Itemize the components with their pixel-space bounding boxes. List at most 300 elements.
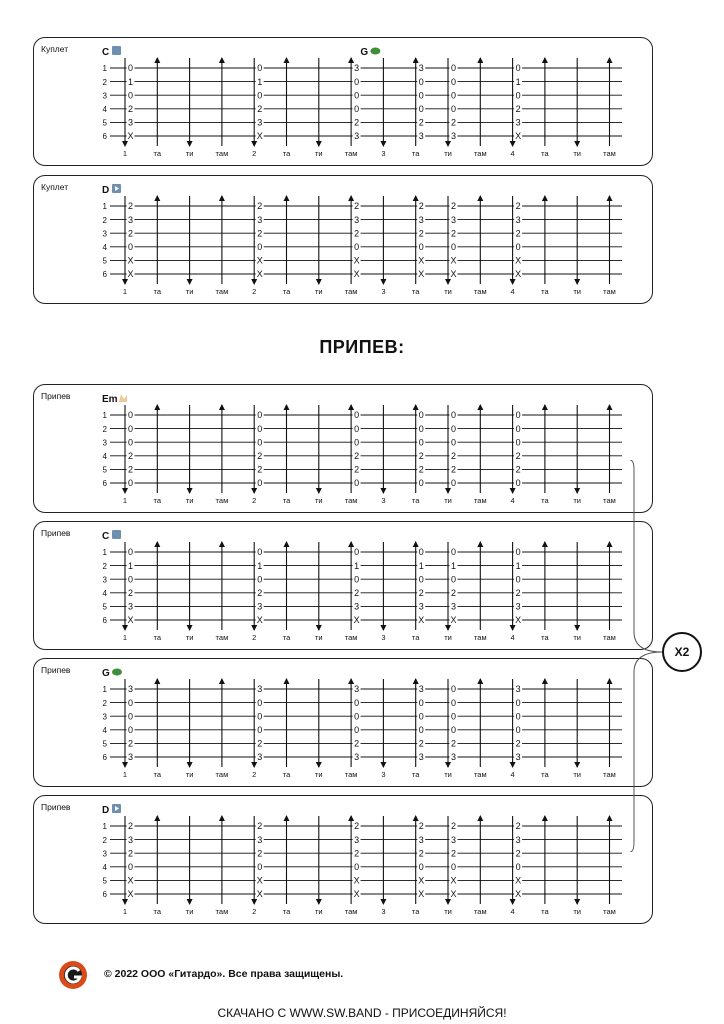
beat-label: ти [573,149,582,158]
fret-number: X [515,269,522,280]
fret-number: 0 [418,410,424,421]
panel-label: Куплет [41,44,69,54]
chord-name: G [360,47,369,58]
fret-number: 2 [515,201,521,212]
fret-number: 0 [515,711,521,722]
string-number: 5 [102,256,107,266]
arrow-down-icon [510,762,516,768]
fret-number: 0 [257,547,263,558]
arrow-up-icon [607,195,613,201]
beat-label: ти [185,496,194,505]
beat-label: там [344,149,358,158]
arrow-down-icon [251,762,257,768]
string-number: 4 [102,243,107,252]
fret-number: X [450,615,457,626]
beat-label: 4 [510,907,515,916]
hand-icon [119,394,127,402]
beat-label: 4 [510,633,515,642]
fret-number: 3 [127,834,134,845]
fret-number: 0 [515,242,521,252]
fret-number: X [256,889,263,900]
fret-number: X [256,615,263,626]
fret-number: 0 [127,711,134,722]
beat-label: ти [444,633,452,642]
fret-number: 0 [515,423,521,434]
fret-number: 3 [418,752,424,763]
fret-number: 0 [450,76,457,87]
fret-number: 2 [418,201,424,212]
download-banner: СКАЧАНО С WWW.SW.BAND - ПРИСОЕДИНЯЙСЯ! [217,1006,507,1020]
arrow-down-icon [574,141,580,147]
fret-number: 2 [450,588,457,598]
fret-number: 0 [450,547,457,558]
beat-label: ти [444,907,452,916]
fret-number: 0 [515,478,521,489]
string-number: 4 [102,105,107,114]
fret-number: X [450,875,457,886]
beat-label: там [473,149,487,158]
arrow-up-icon [477,678,483,684]
fret-number: 2 [257,588,263,598]
arrow-up-icon [413,541,419,547]
fret-number: 2 [127,588,134,598]
arrow-up-icon [348,541,354,547]
fret-number: 3 [515,834,521,845]
string-number: 1 [102,202,107,212]
fret-number: 0 [257,410,263,421]
arrow-down-icon [251,625,257,631]
fret-number: 3 [450,131,457,142]
fret-number: 0 [450,478,457,489]
beat-label: та [153,287,162,296]
beat-label: ти [185,907,194,916]
fret-number: X [256,269,263,280]
arrow-down-icon [122,141,128,147]
fret-number: 0 [354,547,360,558]
arrow-down-icon [187,488,193,494]
beat-label: там [344,907,358,916]
string-number: 2 [102,424,107,434]
arrow-down-icon [316,899,322,905]
string-number: 2 [102,698,107,708]
fret-number: 2 [127,821,134,832]
arrow-up-icon [413,195,419,201]
fret-number: 2 [354,201,360,212]
fret-number: X [127,131,134,142]
fret-number: 0 [127,547,134,558]
arrow-up-icon [348,404,354,410]
fret-number: X [353,875,360,886]
string-number: 2 [102,77,107,87]
fret-number: X [418,615,425,626]
arrow-up-icon [284,541,290,547]
string-number: 3 [102,712,107,722]
string-number: 1 [102,685,107,695]
fret-number: 3 [515,214,521,225]
fret-number: 2 [127,464,134,475]
arrow-up-icon [607,404,613,410]
arrow-down-icon [122,279,128,285]
arrow-down-icon [445,141,451,147]
fret-number: 0 [450,711,457,722]
fret-number: 2 [127,228,134,239]
fret-number: 0 [127,242,134,252]
arrow-up-icon [542,815,548,821]
beat-label: 1 [122,287,128,296]
arrow-up-icon [413,404,419,410]
beat-label: та [411,907,420,916]
fret-number: 2 [450,848,457,859]
fret-number: 2 [418,117,424,128]
arrow-up-icon [154,678,160,684]
fret-number: 0 [450,437,457,448]
arrow-down-icon [316,488,322,494]
beat-label: ти [573,496,582,505]
fret-number: 0 [127,63,134,74]
beat-label: там [344,287,358,296]
section-heading: ПРИПЕВ: [319,337,405,357]
fret-number: 0 [127,574,134,585]
beat-label: та [541,907,549,916]
fret-number: 2 [515,104,521,114]
fret-number: X [127,889,134,900]
fret-number: 0 [257,478,263,489]
fret-number: 2 [450,117,457,128]
fret-number: 0 [257,242,263,252]
fret-number: 3 [354,684,360,695]
arrow-up-icon [219,195,225,201]
string-number: 4 [102,726,107,735]
arrow-down-icon [251,899,257,905]
string-number: 5 [102,876,107,886]
arrow-up-icon [542,195,548,201]
fret-number: 0 [450,63,457,74]
beat-label: ти [185,287,194,296]
fret-number: 2 [450,464,457,475]
beat-label: 4 [510,287,515,296]
fret-number: 2 [450,738,457,749]
fret-number: 0 [354,76,360,87]
fret-number: 1 [418,560,424,571]
fret-number: X [515,889,522,900]
string-number: 6 [102,890,107,900]
beat-label: 2 [252,149,257,158]
fret-number: 2 [418,848,424,859]
string-number: 6 [102,132,107,142]
arrow-up-icon [542,678,548,684]
fret-number: 3 [418,214,424,225]
arrow-down-icon [251,488,257,494]
tab-panel [33,37,653,166]
fret-number: X [353,255,360,266]
beat-label: та [282,287,291,296]
arrow-up-icon [219,678,225,684]
beat-label: ти [185,149,194,158]
arrow-down-icon [510,625,516,631]
beat-label: та [411,287,420,296]
beat-label: там [603,149,616,158]
arrow-down-icon [187,899,193,905]
chord-name: C [102,47,110,58]
beat-label: там [215,907,229,916]
fret-number: 2 [354,117,360,128]
tab-staff [34,38,654,167]
fret-number: X [515,255,522,266]
copyright-text: © 2022 ООО «Гитардо». Все права защищены. [104,968,344,980]
fret-number: 2 [127,451,134,461]
beat-label: 2 [252,907,257,916]
fret-number: 3 [418,601,424,612]
fret-number: 0 [127,725,134,735]
beat-label: та [153,149,162,158]
string-number: 4 [102,863,107,872]
fret-number: 2 [127,201,134,212]
fret-number: 3 [418,684,424,695]
panel-label: Припев [41,391,71,401]
arrow-up-icon [607,678,613,684]
beat-label: 3 [381,770,386,779]
panel-label: Припев [41,802,71,812]
beat-label: та [282,770,291,779]
fret-number: 0 [257,697,263,708]
string-number: 2 [102,215,107,225]
arrow-down-icon [574,279,580,285]
fret-number: 1 [127,76,134,87]
beat-label: 2 [252,770,257,779]
beat-label: там [215,633,229,642]
arrow-down-icon [380,625,386,631]
fret-number: 2 [450,821,457,832]
fret-number: 0 [257,90,263,101]
fret-number: 0 [127,90,134,101]
arrow-down-icon [510,899,516,905]
fret-number: 0 [127,862,134,872]
string-number: 3 [102,91,107,101]
string-number: 2 [102,835,107,845]
fret-number: 2 [515,738,521,749]
beat-label: там [603,907,616,916]
arrow-down-icon [445,625,451,631]
beat-label: там [473,496,487,505]
arrow-up-icon [413,815,419,821]
fret-number: 0 [257,574,263,585]
tab-panel [33,384,653,513]
beat-label: та [153,770,162,779]
fret-number: 2 [450,451,457,461]
beat-label: ти [314,633,323,642]
arrow-up-icon [477,815,483,821]
chord-name: G [102,668,110,679]
fret-number: 0 [515,862,521,872]
fret-number: 0 [418,862,424,872]
chord-name: D [102,185,110,196]
beat-label: 3 [381,287,386,296]
arrow-down-icon [574,762,580,768]
beat-label: 2 [252,287,257,296]
string-number: 5 [102,739,107,749]
tab-panel [33,795,653,924]
arrow-up-icon [284,815,290,821]
fret-number: 0 [418,104,424,114]
tab-staff [34,522,654,651]
fret-number: 2 [127,738,134,749]
fret-number: 3 [257,214,263,225]
fret-number: 2 [257,821,263,832]
beat-label: там [603,633,616,642]
fret-number: 0 [354,90,360,101]
fret-number: 2 [354,451,360,461]
beat-label: там [473,287,487,296]
arrow-down-icon [316,625,322,631]
fret-number: 0 [354,242,360,252]
arrow-down-icon [510,141,516,147]
fret-number: 0 [450,725,457,735]
fret-number: 3 [257,117,263,128]
beat-label: там [344,770,358,779]
fret-number: X [353,615,360,626]
fret-number: X [127,615,134,626]
fret-number: 2 [354,228,360,239]
fret-number: X [353,889,360,900]
arrow-down-icon [380,279,386,285]
fret-number: 0 [418,547,424,558]
tab-staff [34,176,654,305]
fret-number: X [515,615,522,626]
arrow-up-icon [219,815,225,821]
arrow-up-icon [219,541,225,547]
fret-number: 0 [354,725,360,735]
chord-diagram-icon [112,530,121,539]
string-number: 3 [102,229,107,239]
fret-number: 0 [515,437,521,448]
play-box-icon [112,184,121,193]
fret-number: X [515,875,522,886]
fret-number: 3 [450,214,457,225]
arrow-down-icon [187,762,193,768]
string-number: 4 [102,452,107,461]
arrow-up-icon [348,57,354,63]
arrow-up-icon [607,57,613,63]
arrow-down-icon [510,488,516,494]
beat-label: там [215,770,229,779]
fret-number: 0 [418,478,424,489]
beat-label: ти [314,496,323,505]
arrow-down-icon [574,625,580,631]
fret-number: X [127,269,134,280]
arrow-down-icon [122,625,128,631]
fret-number: 0 [515,574,521,585]
fret-number: 3 [257,752,263,763]
fret-number: 2 [418,821,424,832]
string-number: 1 [102,411,107,421]
panel-label: Припев [41,665,71,675]
fret-number: 2 [257,104,263,114]
string-number: 4 [102,589,107,598]
fret-number: 0 [354,478,360,489]
string-number: 6 [102,753,107,763]
beat-label: та [282,496,291,505]
fret-number: 0 [354,104,360,114]
beat-label: та [411,770,420,779]
arrow-up-icon [477,541,483,547]
fret-number: 3 [354,131,360,142]
chord-name: C [102,531,110,542]
arrow-down-icon [122,488,128,494]
arrow-up-icon [607,815,613,821]
fret-number: 0 [450,574,457,585]
beat-label: 3 [381,496,386,505]
tab-staff [34,796,654,925]
arrow-down-icon [445,279,451,285]
fret-number: 2 [515,588,521,598]
chord-name: D [102,805,110,816]
fret-number: X [418,255,425,266]
fret-number: 0 [515,725,521,735]
fret-number: 0 [450,410,457,421]
fret-number: 0 [418,76,424,87]
beat-label: ти [185,770,194,779]
string-number: 2 [102,561,107,571]
fret-number: 1 [354,560,360,571]
fret-number: 0 [354,574,360,585]
fret-number: 3 [515,601,521,612]
tab-staff [34,385,654,514]
string-number: 6 [102,479,107,489]
fret-number: 0 [450,697,457,708]
fret-number: 3 [418,131,424,142]
beat-label: ти [185,633,194,642]
fret-number: 1 [257,560,263,571]
arrow-down-icon [574,899,580,905]
fret-number: 0 [418,711,424,722]
fret-number: 0 [515,410,521,421]
beat-label: та [153,496,162,505]
arrow-up-icon [477,404,483,410]
beat-label: та [541,287,549,296]
arrow-down-icon [380,141,386,147]
arrow-up-icon [477,57,483,63]
beat-label: там [473,633,487,642]
fret-number: 0 [418,725,424,735]
fret-number: 3 [515,752,521,763]
fret-number: 3 [354,752,360,763]
fret-number: 0 [450,90,457,101]
fret-number: 0 [354,410,360,421]
arrow-up-icon [154,815,160,821]
beat-label: ти [314,907,323,916]
fret-number: 0 [257,63,263,74]
beat-label: там [473,770,487,779]
fret-number: X [256,255,263,266]
beat-label: ти [573,907,582,916]
beat-label: ти [314,287,323,296]
tab-panel [33,521,653,650]
beat-label: там [215,496,229,505]
beat-label: ти [314,770,323,779]
fret-number: 0 [418,90,424,101]
fret-number: 2 [515,228,521,239]
fret-number: 1 [515,76,521,87]
fret-number: 2 [418,451,424,461]
fret-number: 0 [257,423,263,434]
fret-number: X [127,255,134,266]
beat-label: там [215,287,229,296]
arrow-up-icon [542,404,548,410]
fret-number: 2 [515,464,521,475]
arrow-down-icon [187,625,193,631]
fret-number: 3 [418,63,424,74]
beat-label: ти [444,287,452,296]
